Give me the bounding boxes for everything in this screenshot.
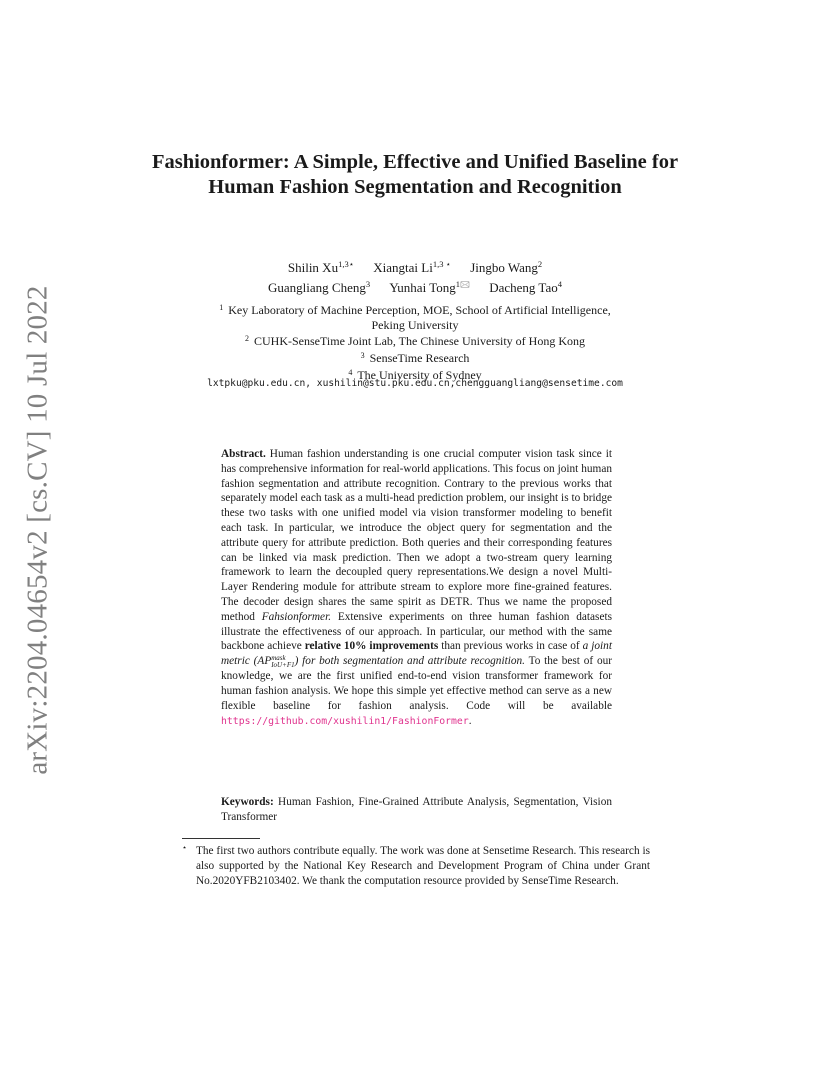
author: Yunhai Tong$^{1🖂}$ xyxy=(389,279,470,295)
abstract-text: To the best of our knowledge, we are the first unified end-to-end vision transformer framework for human fashion analysis. We hope this simple yet effective method can serve as a new flexible baseline for fashion analysis. Code will be available xyxy=(221,655,612,712)
author-list xyxy=(150,256,680,296)
affiliation: $^1$ Key Laboratory of Machine Perception, MOE, School of Artificial Intelligence, xyxy=(219,303,611,317)
abstract-label: Abstract. xyxy=(221,448,266,460)
abstract-text: Human fashion understanding is one crucial computer vision task since it has comprehensive information for real-world applications. This focus on joint human fashion segmentation and attribute recognition. Contrary to the previous works that separately model each task as a multi-head prediction problem, our insight is to bridge these two tasks with one unified model via vision transformer modeling to benefit each task. In particular, we introduce the object query for segmentation and the attribute query for attribute prediction. Both queries and their corresponding features can be linked via mask prediction. Then we adopt a two-stream query learning framework to learn the decoupled query representations.We design a novel Multi-Layer Rendering module for attribute stream to explore more fine-grained features. The decoder design shares the same spirit as DETR. Thus we name the proposed method xyxy=(221,448,612,623)
footnote-mark: ⋆ xyxy=(182,843,188,852)
paper-title: Fashionformer: A Simple, Effective and Unified Baseline for Human Fashion Segmentation and Recognition xyxy=(151,151,679,198)
author: Guangliang Cheng$^3$ xyxy=(268,279,371,295)
affiliation: $^4$ The University of Sydney xyxy=(348,367,482,382)
author-line-1 xyxy=(150,256,680,276)
footnote-divider xyxy=(182,838,260,839)
joint-metric: a joint metric (AP mask IoU+F1 ) for both segmentation and attribute recognition. xyxy=(221,640,612,670)
keywords xyxy=(221,795,612,825)
footnote-text: The first two authors contribute equally. The work was done at Sensetime Research. This research is also supported by the National Key Research and Development Program of China under Grant No.2020YFB2103402. We thank the computation resource provided by SenseTime Research. xyxy=(196,845,650,887)
abstract: Abstract. Human fashion understanding is one crucial computer vision task since it has comprehensive information for real-world applications. This focus on joint human fashion segmentation and attribute recognition. Contrary to the previous works that separately model each task as a multi-head prediction problem, our insight is to bridge these two tasks with one unified model via vision transformer modeling to benefit each task. In particular, we introduce the object query for segmentation and the attribute query for attribute prediction. Both queries and their corresponding features can be linked via mask prediction. Then we adopt a two-stream query learning framework to learn the decoupled query representations.We design a novel Multi-Layer Rendering module for attribute stream to explore more fine-grained features. The decoder design shares the same spirit as DETR. Thus we name the proposed method Fahsionformer. Extensive experiments on three human fashion datasets illustrate the effectiveness of our approach. In particular, our method with the same backbone achieve relative 10% improvements than previous works in case of a joint metric (AP mask IoU+F1 ) for both segmentation and attribute recognition. To the best of our knowledge, we are the first unified end-to-end vision transformer framework for human fashion analysis. We hope this simple yet effective method can serve as a new flexible baseline for fashion analysis. Code will be available https://github.com/xushilin1/FashionFormer. xyxy=(221,448,612,727)
code-link[interactable]: https://github.com/xushilin1/FashionFormer xyxy=(221,715,469,727)
arxiv-identifier-text: arXiv:2204.04654v2 [cs.CV] 10 Jul 2022 xyxy=(21,285,54,775)
author: Jingbo Wang$^2$ xyxy=(470,259,543,275)
affiliation: $^2$ CUHK-SenseTime Joint Lab, The Chinese University of Hong Kong xyxy=(245,334,585,349)
method-name: Fahsionformer. xyxy=(261,610,332,623)
abstract-text: Extensive experiments on three human fashion datasets illustrate the effectiveness of our approach. In particular, our method with the same backbone achieve xyxy=(221,610,612,653)
footnote xyxy=(182,840,650,889)
keywords-text: Human Fashion, Fine-Grained Attribute Analysis, Segmentation, Vision Transformer xyxy=(221,796,612,823)
author-line-2 xyxy=(150,276,680,296)
affiliations xyxy=(150,301,680,383)
keywords-label: Keywords: xyxy=(221,796,274,808)
affiliation: Peking University xyxy=(371,317,459,332)
author: Xiangtai $Li^{1,3 ⋆}$ xyxy=(373,259,451,275)
abstract-text: than previous works in case of xyxy=(441,640,580,653)
improvement-highlight: relative 10% improvements xyxy=(304,640,439,653)
affiliation: $^3$ SenseTime Research xyxy=(360,351,470,366)
author-emails: lxtpku@pku.edu.cn, xushilin@stu.pku.edu.cn,chengguangliang@sensetime.com xyxy=(207,378,623,389)
author: Shilin $Xu^{1,3⋆}$ xyxy=(287,259,355,275)
author: Dacheng Tao$^4$ xyxy=(489,279,562,295)
